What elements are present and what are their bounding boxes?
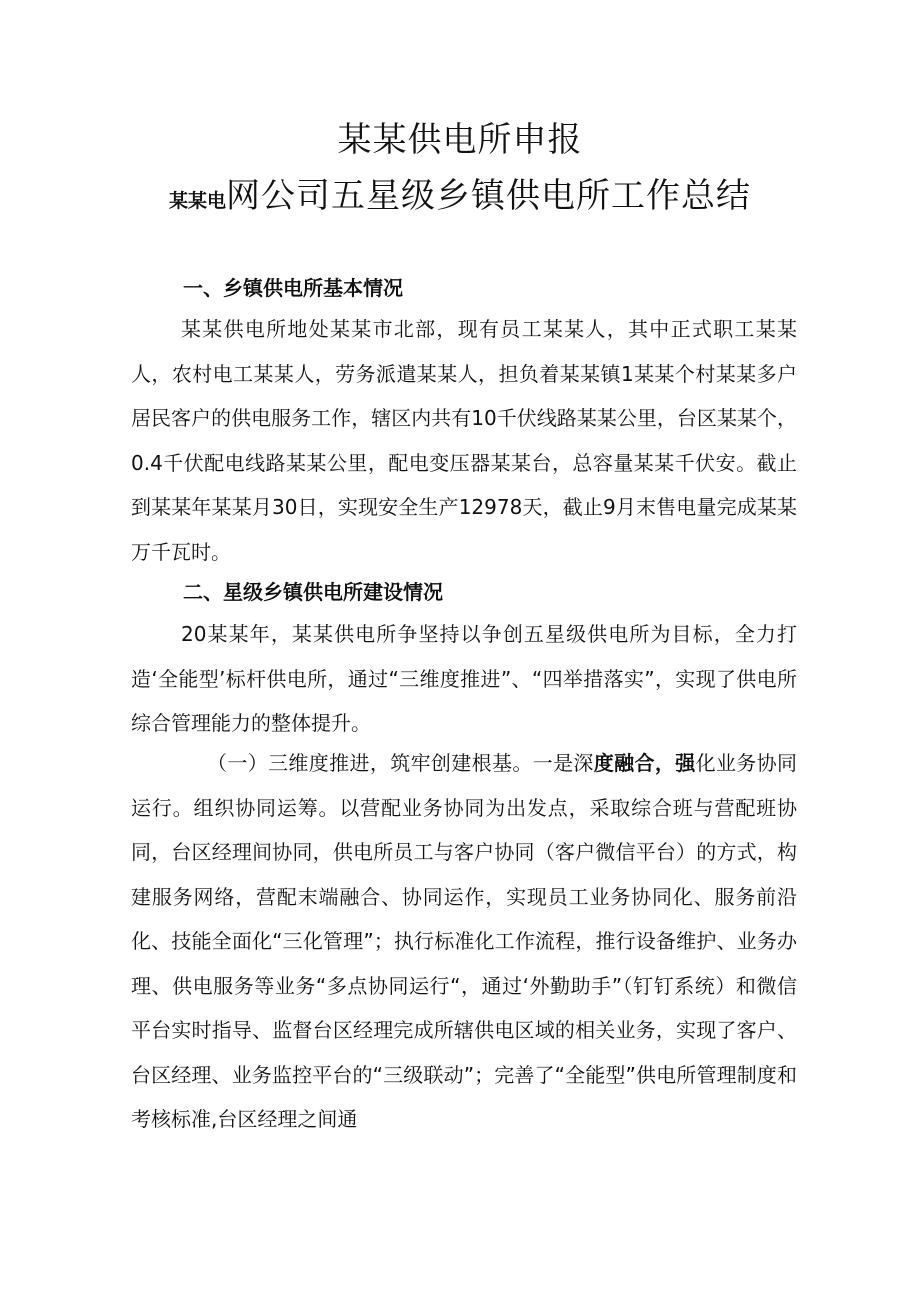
- section3-text-part1: （一）三维度推进，筑牢创建根基。一是深: [207, 751, 594, 775]
- section1-text: 某某供电所地处某某市北部，现有员工某某人，其中正式职工某某人，农村电工某某人，劳务派遣某某人，担负着某某镇1某某个村某某多户居民客户的供电服务工作，辖区内共有10千伏线路某某公里，台区某某个，0.4千伏配电线路某某公里，配电变压器某某台，总容量某某千伏安。截止到某某年某某月30日，实现安全生产12978天，截止9月末售电量完成某某万千瓦时。: [131, 317, 797, 564]
- section1-heading: 一、乡镇供电所基本情况: [183, 276, 403, 300]
- section2-paragraph: [131, 612, 797, 746]
- document-title-prefix: 某某电: [168, 190, 226, 212]
- document-title-line1: 某某供电所申报: [337, 120, 583, 160]
- section3-text: [131, 741, 797, 1142]
- document-title-line2: [0, 174, 920, 223]
- section2-text: 20某某年，某某供电所争坚持以争创五星级供电所为目标，全力打造‘全能型’标杆供电所，通过“三维度推进”、“四举措落实”，实现了供电所综合管理能力的整体提升。: [131, 622, 797, 735]
- section2-heading: 二、星级乡镇供电所建设情况: [183, 580, 443, 604]
- section3-text-part2: 化业务协同运行。组织协同运筹。以营配业务协同为出发点，采取综合班与营配班协同，台区经理间协同，供电所员工与客户协同（客户微信平台）的方式，构建服务网络，营配末端融合、协同运作，实现员工业务协同化、服务前沿化、技能全面化“三化管理”；执行标准化工作流程，推行设备维护、业务办理、供电服务等业务“多点协同运行“，通过‘外勤助手”（钉钉系统）和微信平台实时指导、监督台区经理完成所辖供电区域的相关业务，实现了客户、台区经理、业务监控平台的“三级联动”；完善了“全能型”供电所管理制度和考核标准,台区经理之间通: [131, 751, 798, 1131]
- document-title-main: 网公司五星级乡镇供电所工作总结: [226, 176, 751, 216]
- section3-bold-text: 度融合，强: [593, 751, 696, 775]
- section3-paragraph: [131, 741, 797, 1142]
- section1-paragraph: [131, 307, 797, 574]
